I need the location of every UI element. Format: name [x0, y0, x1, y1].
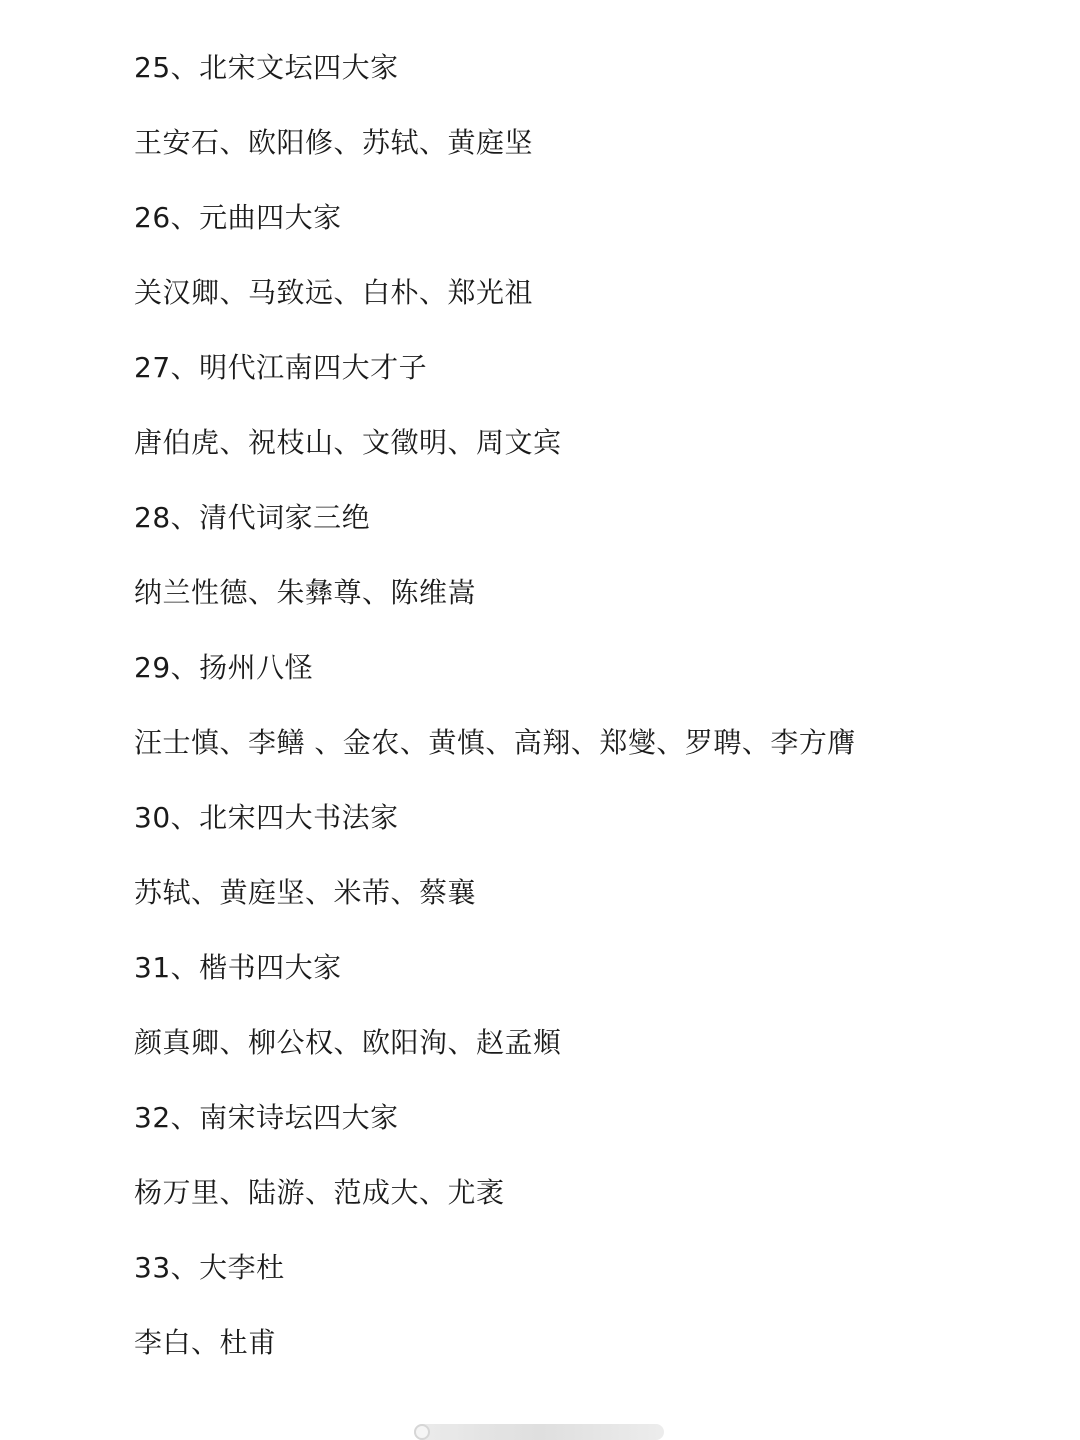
entry-heading: 32、南宋诗坛四大家	[134, 1101, 399, 1134]
entry-names: 汪士慎、李鳝 、金农、黄慎、高翔、郑燮、罗聘、李方膺	[134, 726, 856, 759]
entry-heading: 30、北宋四大书法家	[134, 801, 399, 834]
list-item	[134, 642, 1034, 792]
entry-heading: 33、大李杜	[134, 1251, 285, 1284]
list-item	[134, 942, 1034, 1092]
entry-names: 杨万里、陆游、范成大、尤袤	[134, 1176, 505, 1209]
list-item	[134, 492, 1034, 642]
entry-names: 关汉卿、马致远、白朴、郑光祖	[134, 276, 534, 309]
entry-heading: 28、清代词家三绝	[134, 501, 371, 534]
entry-heading: 25、北宋文坛四大家	[134, 51, 399, 84]
entry-names: 李白、杜甫	[134, 1326, 277, 1359]
entry-heading: 29、扬州八怪	[134, 651, 314, 684]
list-item	[134, 192, 1034, 342]
entry-heading: 31、楷书四大家	[134, 951, 342, 984]
document-body	[134, 42, 1034, 1392]
entry-names: 纳兰性德、朱彝尊、陈维嵩	[134, 576, 477, 609]
list-item	[134, 42, 1034, 192]
entry-heading: 26、元曲四大家	[134, 201, 342, 234]
watermark	[414, 1424, 664, 1440]
entry-names: 颜真卿、柳公权、欧阳洵、赵孟頫	[134, 1026, 562, 1059]
list-item	[134, 1242, 1034, 1392]
entry-names: 唐伯虎、祝枝山、文徵明、周文宾	[134, 426, 562, 459]
entry-heading: 27、明代江南四大才子	[134, 351, 428, 384]
entry-names: 苏轼、黄庭坚、米芾、蔡襄	[134, 876, 477, 909]
list-item	[134, 792, 1034, 942]
list-item	[134, 1092, 1034, 1242]
watermark-logo-icon	[414, 1424, 430, 1440]
entry-names: 王安石、欧阳修、苏轼、黄庭坚	[134, 126, 534, 159]
list-item	[134, 342, 1034, 492]
